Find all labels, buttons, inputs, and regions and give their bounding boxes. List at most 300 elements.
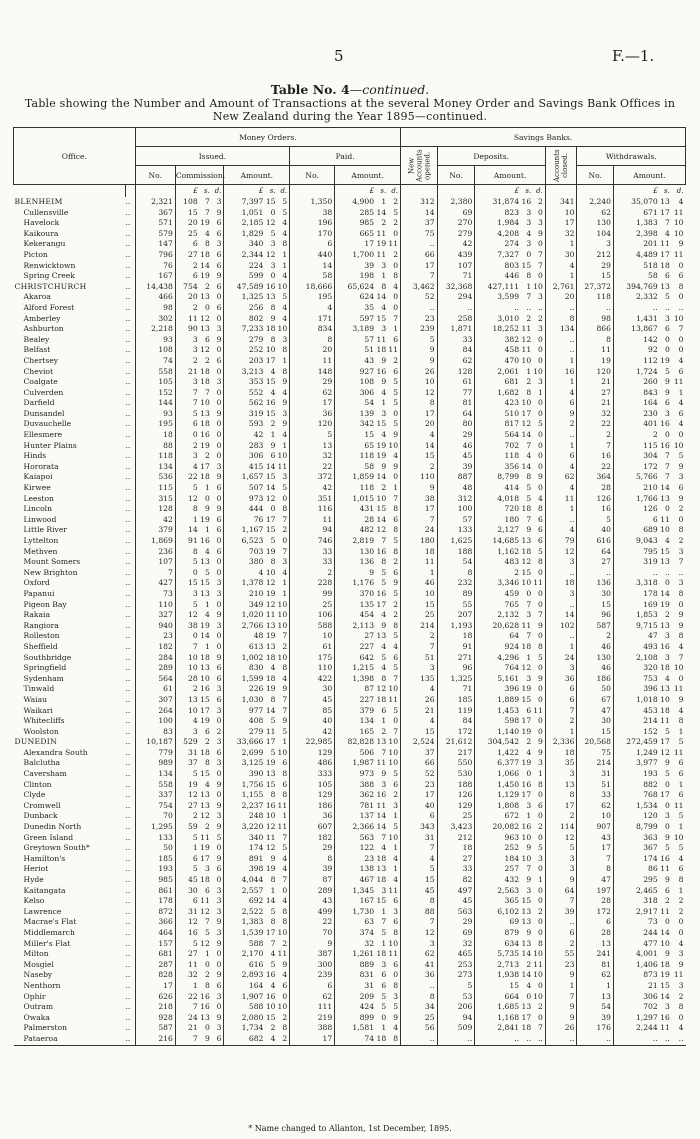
cell-value: 19	[175, 780, 199, 791]
cell-value: 6	[216, 355, 222, 365]
cell-value: 180	[401, 536, 438, 547]
cell-value: 15	[521, 567, 532, 577]
cell-value: ..	[577, 1034, 614, 1045]
cell-value: 11	[175, 314, 199, 325]
cell-value: 7	[401, 271, 438, 282]
cell-value: 12	[175, 790, 199, 801]
cell-value: 2,132	[475, 610, 521, 621]
cell-value: 1,766	[613, 494, 659, 505]
cell-value: 1,907	[224, 992, 265, 1003]
cell-value: 1,383	[224, 917, 265, 928]
cell-value: 96	[437, 663, 475, 674]
cell-value: 35,070	[613, 197, 659, 208]
cell-value: ..	[665, 302, 670, 312]
cell-value: 2	[475, 568, 521, 579]
cell-value: 22	[290, 917, 335, 928]
cell-value: 15	[660, 980, 670, 990]
cell-value: 14,685	[475, 536, 521, 547]
leader-dots: ..	[125, 641, 131, 651]
leader-dots: ..	[125, 345, 131, 355]
cell-value: 370	[335, 589, 376, 600]
cell-value: ..	[672, 1034, 686, 1045]
cell-value: 320	[613, 663, 659, 674]
cell-value: 587	[135, 1023, 175, 1034]
cell-value: 387	[290, 949, 335, 960]
cell-value: 26	[401, 695, 438, 706]
cell-value: 36	[401, 970, 438, 981]
cell-value: 4	[282, 853, 288, 863]
cell-value: 486	[290, 758, 335, 769]
cell-value: 2,761	[545, 282, 577, 293]
cell-value: 128	[437, 367, 475, 378]
cell-value: 5	[538, 546, 543, 556]
cell-value: 6	[665, 398, 670, 408]
cell-value: 18	[265, 673, 276, 683]
cell-value: 7	[678, 652, 684, 662]
cell-value: 5	[526, 483, 532, 493]
cell-value: 10	[521, 578, 532, 588]
cell-value: 302	[135, 314, 175, 325]
cell-value: 104	[577, 229, 614, 240]
cell-value: 746	[290, 536, 335, 547]
cell-value: 12	[660, 747, 670, 757]
cell-value: 8	[270, 875, 276, 884]
cell-value: 977	[224, 706, 265, 717]
cell-value: 1	[381, 271, 387, 281]
cell-value: 6	[393, 896, 399, 906]
cell-value: 34	[401, 1002, 438, 1013]
cell-value: 12	[521, 419, 532, 429]
cell-value: 0	[381, 1012, 387, 1022]
table-row	[14, 843, 686, 854]
cell-value: 22	[577, 462, 614, 473]
leader-dots: ..	[125, 726, 131, 736]
cell-value: 12	[521, 663, 532, 673]
cell-value: 4	[282, 313, 288, 323]
cell-value: 10	[277, 610, 288, 620]
cell-value: 4,208	[475, 229, 521, 240]
cell-value: 0	[393, 292, 399, 302]
cell-value: 9	[282, 377, 288, 387]
cell-value: 9	[216, 504, 222, 514]
cell-value: 0	[216, 959, 222, 969]
cell-value: 579	[135, 229, 175, 240]
cell-value: 1,383	[613, 218, 659, 229]
office-name: Cromwell	[23, 800, 61, 810]
cell-value: 0	[216, 366, 222, 376]
cell-value: 18,666	[290, 282, 335, 293]
cell-value: 105	[135, 377, 175, 388]
table-row	[14, 515, 686, 526]
cell-value: 6	[545, 451, 577, 462]
cell-value: 0	[526, 991, 532, 1001]
cell-value: 4	[678, 853, 684, 863]
cell-value: 9	[216, 970, 222, 980]
cell-value: 64	[437, 409, 475, 420]
table-row	[14, 494, 686, 505]
cell-value: 2	[204, 451, 210, 461]
cell-value: 8	[282, 345, 288, 355]
cell-value: 634	[475, 939, 521, 950]
cell-value: 62	[437, 356, 475, 367]
cell-value: 31,874	[475, 197, 521, 208]
cell-value: 2	[381, 218, 387, 228]
cell-value: 134	[135, 462, 175, 473]
cell-value: 2,699	[224, 748, 265, 759]
cell-value: 5,161	[475, 674, 521, 685]
cell-value: 7,233	[224, 324, 265, 335]
cell-value: 4	[204, 228, 210, 238]
cell-value: 6	[216, 694, 222, 704]
cell-value: 5	[175, 939, 199, 950]
cell-value: 36	[290, 409, 335, 420]
cell-value: 1	[545, 441, 577, 452]
cell-value: 9	[282, 419, 288, 429]
cell-value: 185	[135, 854, 175, 865]
cell-value: 46	[401, 578, 438, 589]
cell-value: 353	[224, 377, 265, 388]
cell-value: 0	[538, 355, 543, 365]
cell-value: 16	[376, 790, 387, 800]
cell-value: 67	[577, 695, 614, 706]
cell-value: 74	[135, 356, 175, 367]
cell-value: 12	[401, 928, 438, 939]
cell-value: 13	[376, 864, 387, 874]
cell-value: ..	[613, 303, 659, 314]
leader-dots: ..	[125, 472, 131, 482]
cell-value: 188	[437, 780, 475, 791]
cell-value: 6	[204, 726, 210, 736]
cell-value: 671	[613, 208, 659, 219]
cell-value: 7	[175, 1002, 199, 1013]
cell-value: 87	[290, 875, 335, 886]
cell-value: 4	[224, 568, 265, 579]
cell-value: 2,524	[401, 737, 438, 748]
cell-value: 47,589	[224, 282, 265, 293]
cell-value: 0	[538, 726, 543, 736]
cell-value: 0	[216, 1002, 222, 1012]
cell-value: 8	[526, 387, 532, 397]
cell-value: 230	[613, 409, 659, 420]
cell-value: 4	[270, 387, 276, 397]
cell-value: 11	[673, 800, 684, 810]
cell-value: 444	[224, 504, 265, 515]
cell-value: 5	[538, 652, 543, 662]
cell-value: 270	[437, 218, 475, 229]
cell-value: 2	[577, 631, 614, 642]
cell-value: 196	[290, 218, 335, 229]
cell-value: 5	[282, 292, 288, 302]
cell-value: 5,766	[613, 472, 659, 483]
cell-value: 11	[200, 832, 210, 842]
cell-value: 19	[376, 451, 387, 461]
cell-value: 828	[135, 970, 175, 981]
cell-value: 0	[204, 302, 210, 312]
cell-value: 15	[376, 419, 387, 429]
cell-value: 13	[660, 684, 670, 694]
cell-value: 11	[200, 896, 210, 906]
cell-value: 0	[282, 536, 288, 545]
table-row	[14, 218, 686, 229]
cell-value: 8	[545, 314, 577, 325]
cell-value: 341	[545, 197, 577, 208]
office-name: Lawrence	[23, 906, 62, 916]
cell-value: 82,828	[335, 737, 376, 748]
cell-value: 2	[282, 641, 288, 651]
cell-value: 1,984	[475, 218, 521, 229]
cell-value: 201	[613, 239, 659, 250]
cell-value: 91	[175, 536, 199, 547]
cell-value: 17	[401, 504, 438, 515]
cell-value: 2,237	[224, 801, 265, 812]
cell-value: 3	[175, 335, 199, 346]
cell-value: 214	[577, 758, 614, 769]
cell-value: 3	[401, 939, 438, 950]
cell-value: 10	[277, 620, 288, 630]
cell-value: 38	[175, 621, 199, 632]
leader-dots: ..	[125, 906, 131, 916]
office-name: Outram	[23, 1002, 54, 1012]
office-name: Hunter Plains	[23, 440, 77, 450]
cell-value: 45	[437, 451, 475, 462]
cell-value: 5	[381, 652, 387, 662]
leader-dots: ..	[125, 610, 131, 620]
cell-value: 6	[204, 334, 210, 344]
cell-value: 11	[388, 694, 399, 704]
cell-value: 10	[265, 345, 276, 355]
cell-value: 665	[335, 229, 376, 240]
cell-value: 4,900	[335, 197, 376, 208]
cell-value: 319	[224, 409, 265, 420]
cell-value: 47	[577, 706, 614, 717]
leader-dots: ..	[125, 684, 131, 694]
cell-value: 3	[538, 324, 543, 334]
cell-value: 3	[216, 324, 222, 334]
leader-dots: ..	[125, 822, 131, 832]
cell-value: 10	[277, 1002, 288, 1012]
paid-amount-header: Amount.	[335, 166, 401, 185]
table-row	[14, 864, 686, 875]
cell-value: 9	[216, 853, 222, 863]
cell-value: 58	[335, 462, 376, 473]
cell-value: 319	[613, 557, 659, 568]
cell-value: 6	[175, 271, 199, 282]
cell-value: 2	[270, 1023, 276, 1033]
table-row	[14, 706, 686, 717]
cell-value: 6	[678, 366, 684, 376]
cell-value: 7	[526, 631, 532, 641]
cell-value: 6	[545, 928, 577, 939]
cell-value: 1	[538, 769, 543, 779]
cell-value: 927	[335, 367, 376, 378]
cell-value: 264	[135, 706, 175, 717]
cell-value: 18	[437, 843, 475, 854]
cell-value: 18	[135, 430, 175, 441]
leader-dots: ..	[125, 1012, 131, 1022]
cell-value: 170	[290, 229, 335, 240]
cell-value: 5	[381, 578, 387, 588]
cell-value: 10	[533, 949, 543, 959]
cell-value: 8	[678, 631, 684, 641]
cell-value: 216	[135, 1034, 175, 1045]
cell-value: 9	[216, 1012, 222, 1022]
cell-value: 6	[216, 673, 222, 683]
cell-value: 8	[282, 906, 288, 916]
cell-value: 0	[538, 207, 543, 217]
leader-dots: ..	[125, 843, 131, 853]
cell-value: 19	[521, 758, 532, 768]
cell-value: 15	[265, 377, 276, 387]
cell-value: 4	[393, 1023, 399, 1033]
cell-value: 5	[270, 959, 276, 969]
cell-value: 6	[282, 758, 288, 768]
cell-value: 239	[401, 324, 438, 335]
cell-value: 4	[282, 430, 288, 440]
cell-value: 0	[538, 716, 543, 726]
cell-value: 18	[200, 366, 210, 376]
cell-value: 382	[475, 335, 521, 346]
cell-value: 1	[538, 387, 543, 397]
cell-value: 1,730	[335, 907, 376, 918]
leader-dots: ..	[125, 292, 131, 302]
cell-value: 1,215	[335, 663, 376, 674]
cell-value: 6	[577, 917, 614, 928]
leader-dots: ..	[125, 959, 131, 969]
cell-value: 3	[678, 980, 684, 990]
cell-value: 0	[678, 334, 684, 344]
cell-value: 2,917	[613, 907, 659, 918]
cell-value: 1	[381, 398, 387, 408]
cell-value: 62	[401, 949, 438, 960]
office-name: Alexandra South	[23, 747, 88, 757]
cell-value: 227	[335, 695, 376, 706]
cell-value: 256	[224, 303, 265, 314]
cell-value: 110	[135, 600, 175, 611]
office-name: Whitecliffs	[23, 716, 65, 726]
office-name: Dunsandel	[23, 408, 65, 418]
cell-value: 831	[335, 970, 376, 981]
cell-value: 3	[665, 811, 670, 821]
cell-value: 30	[577, 589, 614, 600]
cell-value: 0	[393, 302, 399, 312]
cell-value: 45	[290, 695, 335, 706]
cell-value: 5	[175, 864, 199, 875]
table-row	[14, 324, 686, 335]
cell-value: 164	[613, 398, 659, 409]
cell-value: 10	[277, 281, 288, 291]
cell-value: 2,563	[475, 886, 521, 897]
cell-value: 6,523	[224, 536, 265, 547]
cell-value: 1,350	[290, 197, 335, 208]
cell-value: 0	[526, 249, 532, 259]
table-row	[14, 261, 686, 272]
cell-value: 6	[175, 419, 199, 430]
cell-value: 6	[216, 483, 222, 493]
cell-value: 228	[290, 578, 335, 589]
cell-value: 1	[526, 811, 532, 821]
cell-value: 3	[545, 557, 577, 568]
office-name: Macrae's Flat	[23, 917, 77, 927]
cell-value: 5,735	[475, 949, 521, 960]
cell-value: 0	[538, 927, 543, 937]
cell-value: 879	[475, 928, 521, 939]
cell-value: 55	[437, 600, 475, 611]
cell-value: 13	[265, 769, 276, 779]
office-name: Darfield	[23, 398, 55, 408]
table-row	[14, 345, 686, 356]
cell-value: 18	[545, 578, 577, 589]
cell-value: 9	[401, 483, 438, 494]
cell-value: 9	[665, 387, 670, 397]
cell-value: 5	[678, 737, 684, 747]
cell-value: 61	[290, 642, 335, 653]
cell-value: 11	[175, 960, 199, 971]
cell-value: 13	[200, 557, 210, 567]
cell-value: 22	[290, 462, 335, 473]
cell-value: ..	[545, 345, 577, 356]
cell-value: ..	[545, 631, 577, 642]
cell-value: 5	[665, 769, 670, 779]
cell-value: 1	[545, 377, 577, 388]
cell-value: 5	[665, 292, 670, 302]
table-row	[14, 653, 686, 664]
cell-value: 367	[613, 843, 659, 854]
cell-value: 10	[533, 970, 543, 980]
cell-value: 1,176	[335, 578, 376, 589]
cell-value: 388	[290, 1023, 335, 1034]
cell-value: 15	[401, 727, 438, 738]
cell-value: 3	[526, 673, 532, 683]
cell-value: 16	[521, 197, 532, 206]
cell-value: 126	[577, 494, 614, 505]
cell-value: 2	[393, 790, 399, 800]
cell-value: 39	[437, 462, 475, 473]
cell-value: 73	[135, 589, 175, 600]
leader-dots: ..	[125, 578, 131, 588]
cell-value: 4	[665, 673, 670, 683]
cell-value: 27,372	[577, 282, 614, 293]
cell-value: 6	[175, 896, 199, 907]
cell-value: 19	[265, 684, 276, 694]
cell-value: 14	[545, 610, 577, 621]
cell-value: 11	[376, 249, 387, 259]
cell-value: 15	[200, 694, 210, 704]
cell-value: 126	[613, 504, 659, 515]
cell-value: 11	[376, 758, 387, 768]
cell-value: 1	[381, 197, 387, 206]
leader-dots: ..	[125, 197, 131, 206]
cell-value: 6	[526, 705, 532, 715]
cell-value: 0	[216, 313, 222, 323]
cell-value: 1	[175, 843, 199, 854]
cell-value: 236	[135, 547, 175, 558]
cell-value: 15	[401, 451, 438, 462]
cell-value: 536	[135, 472, 175, 483]
cell-value: 3	[175, 345, 199, 356]
cell-value: 16	[577, 504, 614, 515]
cell-value: 616	[577, 536, 614, 547]
cell-value: 2	[175, 356, 199, 367]
cell-value: 427,111	[475, 282, 521, 293]
cell-value: 18	[376, 345, 387, 355]
cell-value: 174	[224, 843, 265, 854]
cell-value: 2,080	[224, 1013, 265, 1024]
cell-value: 8	[175, 504, 199, 515]
cell-value: 0	[538, 451, 543, 461]
cell-value: 4	[204, 779, 210, 789]
cell-value: 92	[613, 345, 659, 356]
cell-value: 0	[393, 716, 399, 726]
